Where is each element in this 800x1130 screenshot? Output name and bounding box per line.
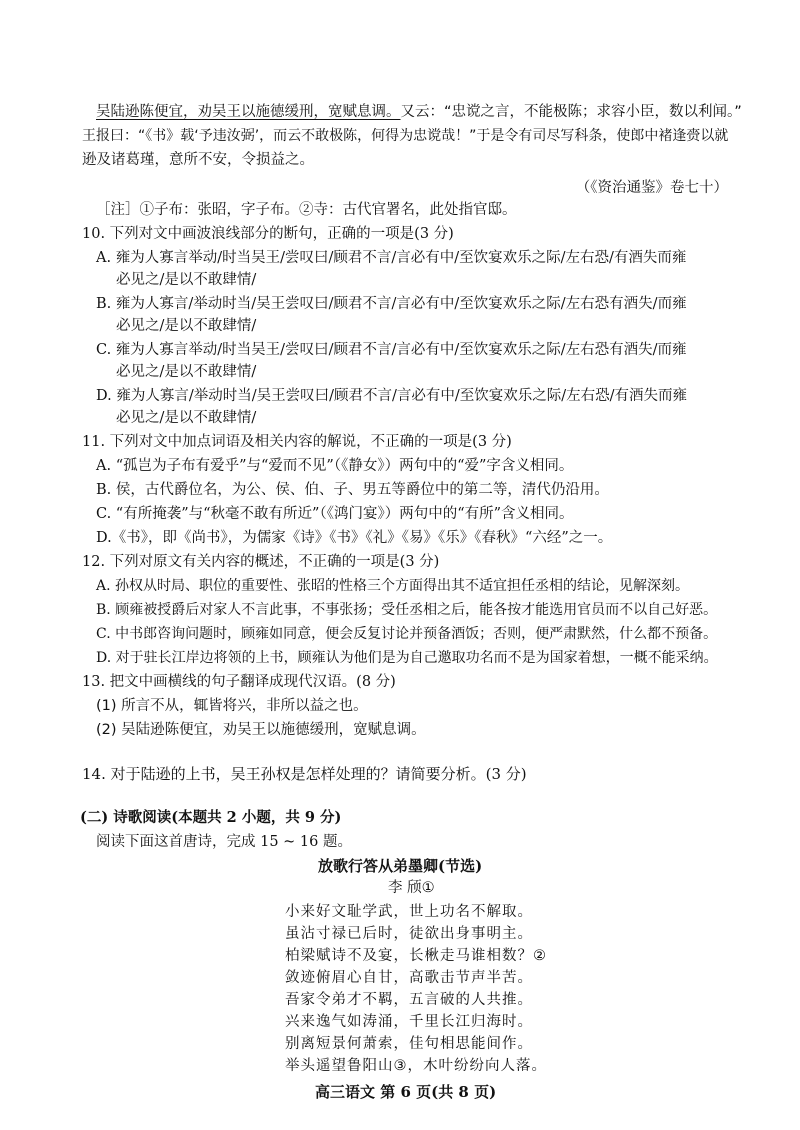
passage-source: （《资治通鉴》卷七十）: [575, 180, 728, 196]
q10-option-c-line1: C. 雍为人寡言举动/时当吴王/尝叹曰/顾君不言/言必有中/至饮宴欢乐之际/左右恐有酒失/而雍: [96, 342, 687, 358]
poem-line: 吾家令弟才不羁，五言破的人共推。: [285, 992, 533, 1008]
q12-option-a: A. 孙权从时局、职位的重要性、张昭的性格三个方面得出其不适宜担任丞相的结论，见解深刻。: [96, 578, 690, 594]
q10-stem: 10. 下列对文中画波浪线部分的断句，正确的一项是(3 分): [82, 226, 454, 242]
q10-option-d-line1: D. 雍为人寡言/举动时当/吴王尝叹曰/顾君不言/言必有中/至饮宴欢乐之际/左右恐/有酒失而雍: [96, 388, 688, 404]
q11-stem: 11. 下列对文中加点词语及相关内容的解说，不正确的一项是(3 分): [82, 434, 512, 450]
q13-stem: 13. 把文中画横线的句子翻译成现代汉语。(8 分): [82, 674, 396, 690]
poem-line: 小来好文耻学武，世上功名不解取。: [285, 904, 533, 920]
page-footer: 高三语文 第 6 页(共 8 页): [315, 1083, 497, 1101]
q12-option-b: B. 顾雍被授爵后对家人不言此事，不事张扬；受任丞相之后，能各按才能选用官员而不以自己好恶。: [96, 602, 718, 618]
q11-option-b: B. 侯，古代爵位名，为公、侯、伯、子、男五等爵位中的第二等，清代仍沿用。: [96, 482, 609, 498]
q10-option-a-line1: A. 雍为人寡言举动/时当吴王/尝叹曰/顾君不言/言必有中/至饮宴欢乐之际/左右恐/有酒失而雍: [96, 250, 687, 266]
poem-line: 兴来逸气如涛涌，千里长江归海时。: [285, 1014, 533, 1030]
q10-option-b-line2: 必见之/是以不敢肆情/: [116, 318, 257, 334]
q14-stem: 14. 对于陆逊的上书，吴王孙权是怎样处理的？请简要分析。(3 分): [82, 765, 527, 783]
q12-option-c: C. 中书郎咨询问题时，顾雍如同意，便会反复讨论并预备酒饭；否则，便严肃默然，什么都不预备。: [96, 626, 718, 642]
q11-option-c: C. “有所掩袭”与“秋毫不敢有所近”（《鸿门宴》）两句中的“有所”含义相同。: [96, 506, 574, 522]
passage-underlined-sentence: 吴陆逊陈便宜，劝吴王以施德缓刑，宽赋息调。: [96, 104, 401, 120]
poem-line: 敛迹俯眉心自甘，高歌击节声半苦。: [285, 970, 533, 986]
poem-line: 虽沾寸禄已后时，徒欲出身事明主。: [285, 926, 533, 942]
q13-item-2: (2) 吴陆逊陈便宜，劝吴王以施德缓刑，宽赋息调。: [96, 722, 426, 738]
section-intro: 阅读下面这首唐诗，完成 15 ~ 16 题。: [96, 834, 352, 850]
passage-line-3: 逊及诸葛瑾，意所不安，令损益之。: [82, 152, 314, 168]
section-heading: (二) 诗歌阅读(本题共 2 小题，共 9 分): [80, 809, 342, 826]
q11-option-d: D.《书》，即《尚书》，为儒家《诗》《书》《礼》《易》《乐》《春秋》“六经”之一。: [96, 530, 613, 546]
q12-option-d: D. 对于驻长江岸边将领的上书，顾雍认为他们是为自己邀取功名而不是为国家着想，一概不能采纳。: [96, 650, 718, 666]
passage-line-1-rest: 又云：“忠谠之言，不能极陈；求容小臣，数以利闻。”: [400, 104, 742, 120]
q12-stem: 12. 下列对原文有关内容的概述，不正确的一项是(3 分): [82, 554, 440, 570]
q11-option-a: A. “孤岂为子布有爱乎”与“爱而不见”（《静女》）两句中的“爱”字含义相同。: [96, 458, 574, 474]
poem-author: 李 颀①: [388, 880, 435, 896]
poem-line: 举头遥望鲁阳山③，木叶纷纷向人落。: [285, 1058, 547, 1074]
passage-note: ［注］①子布：张昭，字子布。②寺：古代官署名，此处指官邸。: [96, 202, 517, 218]
q10-option-a-line2: 必见之/是以不敢肆情/: [116, 272, 257, 288]
poem-line: 柏梁赋诗不及宴，长楸走马谁相数？②: [285, 948, 547, 964]
poem-title: 放歌行答从弟墨卿(节选): [318, 857, 483, 875]
q13-item-1: (1) 所言不从，辄皆将兴，非所以益之也。: [96, 698, 368, 714]
poem-line: 别离短景何萧索，佳句相思能间作。: [285, 1036, 533, 1052]
q10-option-b-line1: B. 雍为人寡言/举动时当/吴王尝叹曰/顾君不言/言必有中/至饮宴欢乐之际/左右恐有酒失/而雍: [96, 296, 687, 312]
passage-line-1: [96, 102, 742, 122]
passage-line-2: 王报曰：“《书》载‘予违汝弼’，而云不敢极陈，何得为忠谠哉！”于是令有司尽写科条，使郎中褚逢赍以就: [82, 128, 729, 144]
q10-option-c-line2: 必见之/是以不敢肆情/: [116, 364, 257, 380]
q10-option-d-line2: 必见之/是以不敢肆情/: [116, 410, 257, 426]
